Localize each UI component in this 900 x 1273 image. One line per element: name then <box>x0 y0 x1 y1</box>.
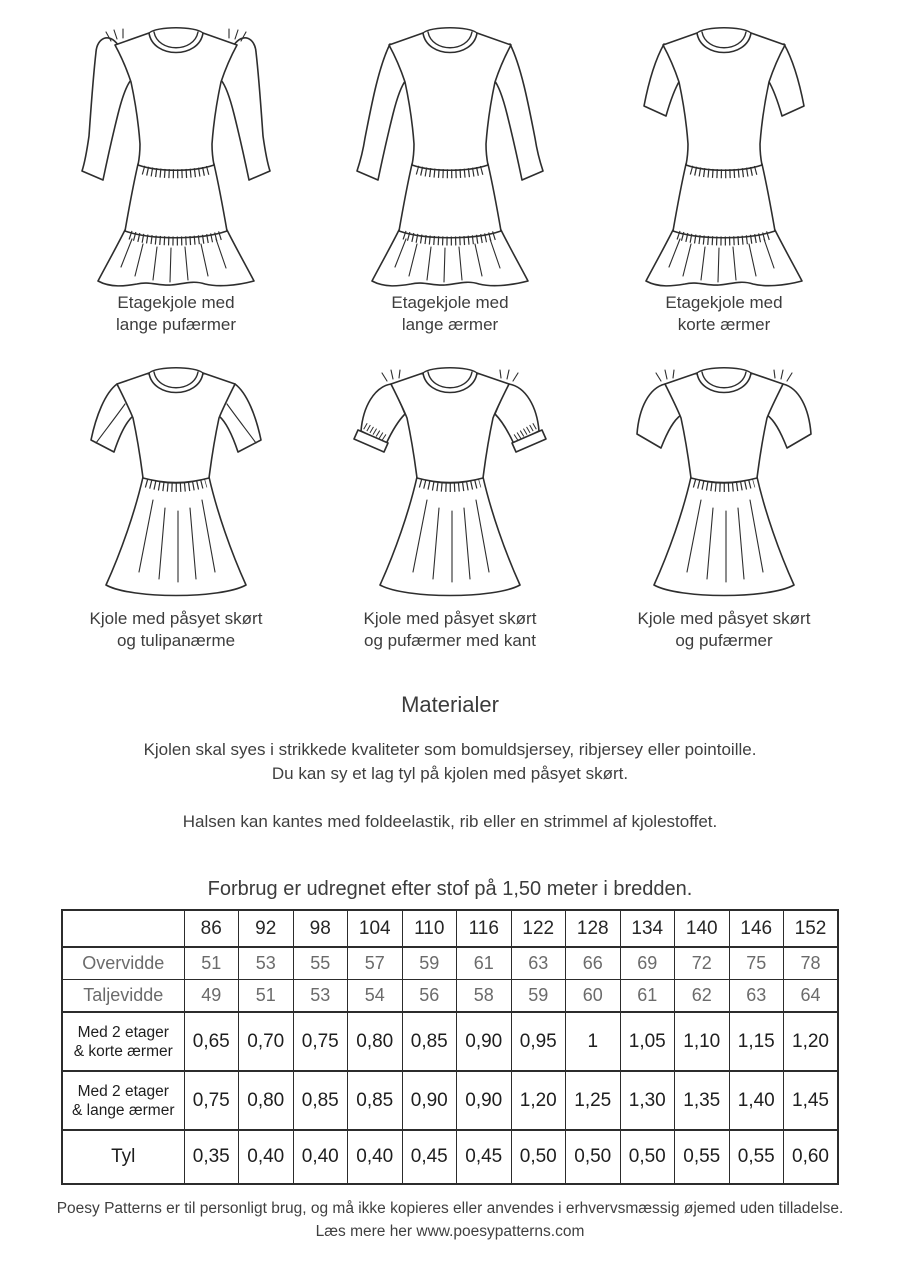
caption-line: Etagekjole med <box>391 293 509 312</box>
caption-line: Kjole med påsyet skørt <box>363 609 537 628</box>
table-cell: 0,55 <box>675 1130 730 1184</box>
table-cell: 0,90 <box>402 1071 457 1130</box>
caption-line: Kjole med påsyet skørt <box>89 609 263 628</box>
row-label-line: Med 2 etager <box>77 1023 169 1041</box>
table-cell: 54 <box>348 980 403 1013</box>
row-label-line: & korte ærmer <box>73 1042 173 1060</box>
table-cell: 0,45 <box>402 1130 457 1184</box>
dress-illustration-sewn-skirt-puff <box>599 360 849 606</box>
caption-line: og pufærmer <box>675 631 773 650</box>
dress-illustration-tiered-short <box>599 18 849 290</box>
fabric-consumption-table <box>61 909 839 1185</box>
footer-website-line: Læs mere her www.poesypatterns.com <box>315 1223 585 1240</box>
row-label: Overvidde <box>62 947 184 980</box>
figure-row-tiered <box>0 18 900 336</box>
size-header-cell: 146 <box>729 910 784 947</box>
table-cell: 78 <box>784 947 839 980</box>
table-cell: 1,15 <box>729 1012 784 1071</box>
table-cell: 0,80 <box>239 1071 294 1130</box>
row-label <box>62 1012 184 1071</box>
figure-row-sewn-skirt <box>0 360 900 652</box>
materials-paragraph-2 <box>40 810 860 834</box>
table-row-taljevidde <box>62 980 838 1013</box>
table-cell: 0,40 <box>239 1130 294 1184</box>
table-cell: 1,35 <box>675 1071 730 1130</box>
materials-heading: Materialer <box>401 692 499 717</box>
caption-line: og tulipanærme <box>116 631 236 650</box>
caption-line: og pufærmer med kant <box>364 631 536 650</box>
caption-line: Kjole med påsyet skørt <box>637 609 811 628</box>
table-cell: 72 <box>675 947 730 980</box>
size-header-cell: 152 <box>784 910 839 947</box>
table-cell: 63 <box>511 947 566 980</box>
table-cell: 0,45 <box>457 1130 512 1184</box>
table-cell: 75 <box>729 947 784 980</box>
dress-illustration-tiered-long-puff <box>51 18 301 290</box>
table-cell: 49 <box>184 980 239 1013</box>
table-cell: 0,65 <box>184 1012 239 1071</box>
table-cell: 0,95 <box>511 1012 566 1071</box>
table-cell: 1,10 <box>675 1012 730 1071</box>
size-header-cell: 98 <box>293 910 348 947</box>
dress-illustration-sewn-skirt-tulip <box>51 360 301 606</box>
figure-caption <box>316 608 584 652</box>
materials-paragraph-1 <box>40 738 860 786</box>
row-label-line: Med 2 etager <box>77 1082 169 1100</box>
caption-line: korte ærmer <box>677 315 771 334</box>
table-cell: 0,90 <box>457 1071 512 1130</box>
table-cell: 0,50 <box>511 1130 566 1184</box>
table-cell: 1,05 <box>620 1012 675 1071</box>
table-row-overvidde <box>62 947 838 980</box>
figure-sewn-skirt-puff <box>590 360 858 652</box>
size-header-cell: 116 <box>457 910 512 947</box>
table-cell: 61 <box>620 980 675 1013</box>
table-cell: 1,30 <box>620 1071 675 1130</box>
table-cell: 0,80 <box>348 1012 403 1071</box>
caption-line: lange pufærmer <box>115 315 236 334</box>
table-cell: 0,75 <box>184 1071 239 1130</box>
footer <box>0 1197 900 1243</box>
caption-line: lange ærmer <box>401 315 499 334</box>
table-cell: 59 <box>402 947 457 980</box>
size-header-cell: 140 <box>675 910 730 947</box>
table-cell: 1 <box>566 1012 621 1071</box>
table-cell: 0,50 <box>620 1130 675 1184</box>
row-label-line: & lange ærmer <box>71 1101 175 1119</box>
table-cell: 0,85 <box>348 1071 403 1130</box>
table-cell: 55 <box>293 947 348 980</box>
materials-line: Kjolen skal syes i strikkede kvaliteter som bomuldsjersey, ribjersey eller pointoille. <box>143 740 757 759</box>
figure-tiered-long <box>316 18 584 336</box>
table-cell: 1,20 <box>784 1012 839 1071</box>
materials-line: Du kan sy et lag tyl på kjolen med påsyet skørt. <box>271 764 629 783</box>
table-cell: 61 <box>457 947 512 980</box>
footer-copyright-line: Poesy Patterns er til personligt brug, og må ikke kopieres eller anvendes i erhvervsmæssig øjemed uden tilladelse. <box>56 1200 844 1217</box>
table-cell: 1,45 <box>784 1071 839 1130</box>
table-cell: 1,20 <box>511 1071 566 1130</box>
table-cell: 1,40 <box>729 1071 784 1130</box>
table-cell: 0,85 <box>402 1012 457 1071</box>
table-cell: 58 <box>457 980 512 1013</box>
table-cell: 0,90 <box>457 1012 512 1071</box>
figure-tiered-short <box>590 18 858 336</box>
table-cell: 51 <box>239 980 294 1013</box>
table-corner-cell <box>62 910 184 947</box>
size-header-cell: 92 <box>239 910 294 947</box>
table-cell: 0,75 <box>293 1012 348 1071</box>
table-cell: 0,50 <box>566 1130 621 1184</box>
row-label <box>62 1071 184 1130</box>
row-label: Tyl <box>62 1130 184 1184</box>
table-cell: 1,25 <box>566 1071 621 1130</box>
size-header-cell: 86 <box>184 910 239 947</box>
table-cell: 53 <box>293 980 348 1013</box>
figure-tiered-long-puff <box>42 18 310 336</box>
size-header-cell: 128 <box>566 910 621 947</box>
dress-illustration-tiered-long <box>325 18 575 290</box>
table-cell: 63 <box>729 980 784 1013</box>
table-cell: 53 <box>239 947 294 980</box>
dress-illustration-sewn-skirt-puff-band <box>325 360 575 606</box>
table-cell: 66 <box>566 947 621 980</box>
table-cell: 59 <box>511 980 566 1013</box>
row-label: Taljevidde <box>62 980 184 1013</box>
table-cell: 0,55 <box>729 1130 784 1184</box>
figure-caption <box>590 608 858 652</box>
table-row-lange-aermer <box>62 1071 838 1130</box>
figure-caption <box>590 292 858 336</box>
figure-sewn-skirt-puff-band <box>316 360 584 652</box>
table-title: Forbrug er udregnet efter stof på 1,50 meter i bredden. <box>207 878 693 900</box>
table-cell: 0,60 <box>784 1130 839 1184</box>
table-cell: 51 <box>184 947 239 980</box>
figure-caption <box>316 292 584 336</box>
table-cell: 69 <box>620 947 675 980</box>
table-cell: 0,70 <box>239 1012 294 1071</box>
figure-caption <box>42 608 310 652</box>
size-header-cell: 104 <box>348 910 403 947</box>
table-cell: 64 <box>784 980 839 1013</box>
caption-line: Etagekjole med <box>117 293 235 312</box>
table-row-tyl <box>62 1130 838 1184</box>
figure-caption <box>42 292 310 336</box>
table-cell: 0,85 <box>293 1071 348 1130</box>
table-cell: 0,35 <box>184 1130 239 1184</box>
table-cell: 57 <box>348 947 403 980</box>
table-cell: 0,40 <box>293 1130 348 1184</box>
figure-sewn-skirt-tulip <box>42 360 310 652</box>
table-cell: 60 <box>566 980 621 1013</box>
caption-line: Etagekjole med <box>665 293 783 312</box>
table-cell: 0,40 <box>348 1130 403 1184</box>
materials-line: Halsen kan kantes med foldeelastik, rib eller en strimmel af kjolestoffet. <box>182 812 718 831</box>
size-header-cell: 134 <box>620 910 675 947</box>
table-cell: 56 <box>402 980 457 1013</box>
size-header-row <box>62 910 838 947</box>
size-header-cell: 122 <box>511 910 566 947</box>
size-header-cell: 110 <box>402 910 457 947</box>
table-cell: 62 <box>675 980 730 1013</box>
table-row-korte-aermer <box>62 1012 838 1071</box>
